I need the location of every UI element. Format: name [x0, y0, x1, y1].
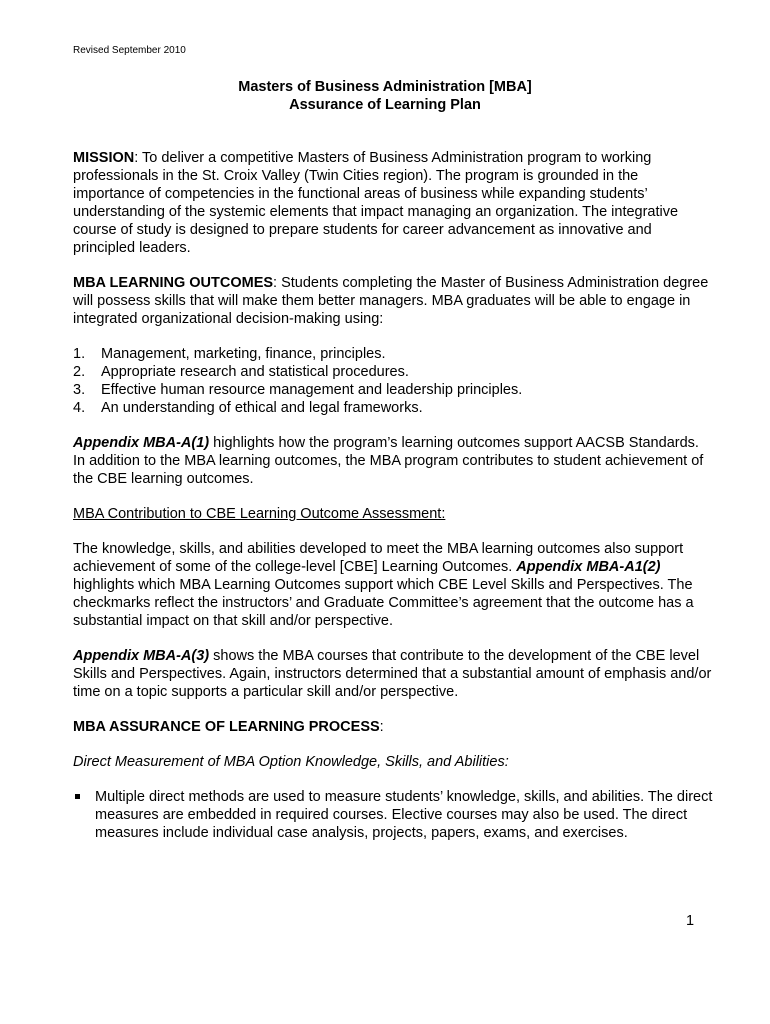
list-item-number: 4.: [73, 400, 86, 416]
title-line-2: Assurance of Learning Plan: [289, 97, 481, 113]
contribution-heading: MBA Contribution to CBE Learning Outcome Assessment:: [73, 506, 446, 522]
list-item: [73, 399, 713, 417]
mission-paragraph: [73, 149, 713, 257]
mission-label: MISSION: [73, 150, 135, 166]
outcomes-text: : Students completing the Master of Business Administration degree will possess skills that will make them better managers. MBA graduates will be able to engage in integrated organizational decision-making using:: [73, 275, 709, 327]
appendix-2-reference: Appendix MBA-A1(2): [516, 559, 661, 575]
outcomes-list: [73, 345, 713, 417]
direct-measurement-subheading: Direct Measurement of MBA Option Knowledge, Skills, and Abilities:: [73, 754, 509, 770]
process-label: MBA ASSURANCE OF LEARNING PROCESS: [73, 719, 380, 735]
list-item: [73, 381, 713, 399]
document-title: [0, 78, 770, 114]
outcomes-paragraph: [73, 274, 713, 328]
list-item-text: Effective human resource management and leadership principles.: [101, 382, 523, 398]
appendix-1-paragraph: [73, 434, 713, 488]
list-item-number: 3.: [73, 382, 86, 398]
appendix-1-reference: Appendix MBA-A(1): [73, 435, 210, 451]
list-item: [73, 788, 713, 842]
list-item-text: An understanding of ethical and legal frameworks.: [101, 400, 423, 416]
list-item-text: Appropriate research and statistical procedures.: [101, 364, 409, 380]
process-colon: :: [379, 719, 384, 735]
contribution-text-after: highlights which MBA Learning Outcomes support which CBE Level Skills and Perspectives. The checkmarks reflect the instructors’ and Graduate Committee’s agreement that the outcome has a substantial impact on that skill and/or perspective.: [73, 577, 694, 629]
list-item: [73, 345, 713, 363]
appendix-3-reference: Appendix MBA-A(3): [73, 648, 210, 664]
outcomes-label: MBA LEARNING OUTCOMES: [73, 275, 274, 291]
process-heading: [73, 718, 713, 736]
list-item-text: Management, marketing, finance, principles.: [101, 346, 386, 362]
revision-date: Revised September 2010: [73, 45, 186, 56]
contribution-paragraph: [73, 540, 713, 630]
appendix-3-paragraph: [73, 647, 713, 701]
title-line-1: Masters of Business Administration [MBA]: [238, 79, 532, 95]
bullet-text: Multiple direct methods are used to measure students’ knowledge, skills, and abilities. The direct measures are embedded in required courses. Elective courses may also be used. The direct measures include individual case analysis, projects, papers, exams, and exercises.: [95, 789, 713, 841]
square-bullet-icon: [73, 788, 95, 842]
appendix-3-text: shows the MBA courses that contribute to the development of the CBE level Skills and Perspectives. Again, instructors determined that a substantial amount of emphasis and/or time on a topic supports a particular skill and/or perspective.: [73, 648, 712, 700]
list-item: [73, 363, 713, 381]
mission-text: : To deliver a competitive Masters of Business Administration program to working professionals in the St. Croix Valley (Twin Cities region). The program is grounded in the importance of competencies in the functional areas of business while expanding students’ understanding of the systemic elements that impact managing an organization. The integrative course of study is designed to prepare students for career advancement as innovative and principled leaders.: [73, 150, 679, 256]
document-body: [73, 149, 713, 842]
list-item-number: 1.: [73, 346, 86, 362]
page-number: 1: [686, 913, 695, 929]
list-item-number: 2.: [73, 364, 86, 380]
contribution-text-before: The knowledge, skills, and abilities developed to meet the MBA learning outcomes also support achievement of some of the college-level [CBE] Learning Outcomes.: [73, 541, 684, 575]
appendix-1-text: highlights how the program’s learning outcomes support AACSB Standards. In addition to the MBA learning outcomes, the MBA program contributes to student achievement of the CBE learning outcomes.: [73, 435, 704, 487]
process-bullet-list: [73, 788, 713, 842]
